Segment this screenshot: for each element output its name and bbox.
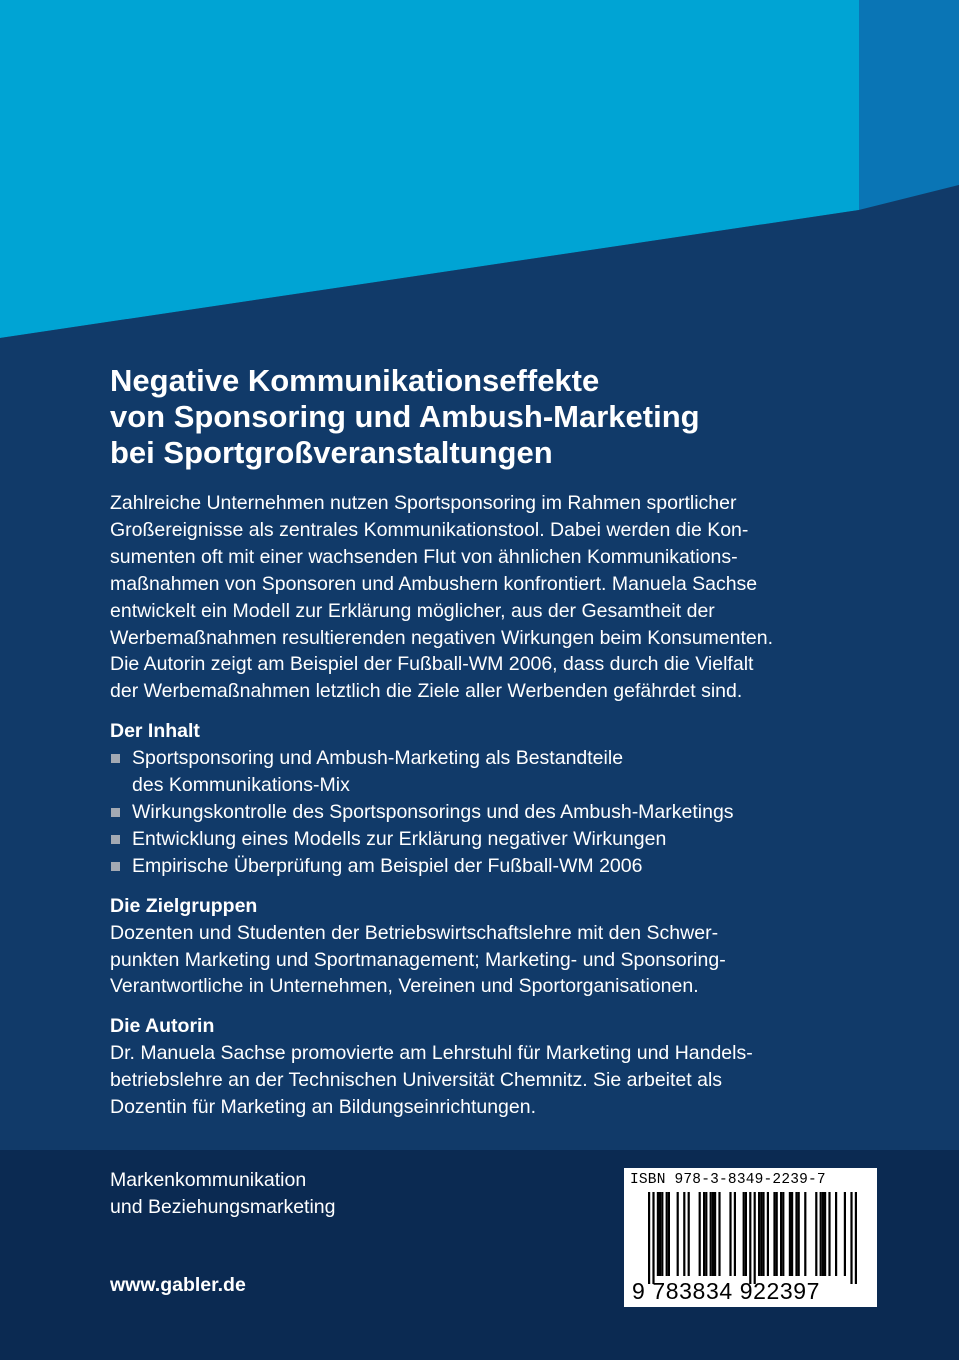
description-line: sumenten oft mit einer wachsenden Flut von ähnlichen Kommunikations-: [110, 545, 738, 568]
publisher-website[interactable]: www.gabler.de: [110, 1274, 246, 1296]
section-heading: Die Zielgruppen: [110, 894, 258, 917]
section-zielgruppen: [110, 893, 840, 1001]
description-line: Großereignisse als zentrales Kommunikationstool. Dabei werden die Kon-: [110, 518, 749, 541]
barcode-bar: [828, 1192, 830, 1276]
isbn-barcode-box: [624, 1168, 877, 1307]
barcode-bar: [705, 1192, 707, 1276]
zielgruppen-text: [110, 920, 840, 1001]
title-line: von Sponsoring und Ambush-Marketing: [110, 399, 700, 434]
barcode-bar: [789, 1192, 791, 1276]
description-line: Zahlreiche Unternehmen nutzen Sportsponsoring im Rahmen sportlicher: [110, 492, 737, 514]
barcode-bar: [652, 1192, 654, 1284]
barcode-bar: [762, 1192, 764, 1276]
text-line: Dozenten und Studenten der Betriebswirtschaftslehre mit den Schwer-: [110, 921, 719, 944]
barcode-bar: [855, 1192, 857, 1284]
bullet-item: [110, 853, 840, 880]
book-title: [110, 363, 840, 471]
barcode-bar: [822, 1192, 824, 1276]
barcode-bar: [844, 1192, 846, 1276]
barcode-bar: [648, 1192, 650, 1284]
barcode-bar: [850, 1192, 852, 1284]
bullet-text: Entwicklung eines Modells zur Erklärung negativer Wirkungen: [132, 827, 667, 850]
barcode-bar: [659, 1192, 661, 1276]
section-inhalt: [110, 718, 840, 879]
bullet-square-icon: [111, 862, 120, 871]
barcode-bar: [677, 1192, 679, 1276]
series-name: [110, 1167, 335, 1221]
barcode-bar: [688, 1192, 690, 1276]
barcode-bar: [745, 1192, 747, 1276]
bullet-item: [110, 745, 840, 799]
bullet-square-icon: [111, 835, 120, 844]
barcode-bar: [815, 1192, 817, 1276]
barcode-bar: [703, 1192, 705, 1276]
blue-corner-stripe: [859, 0, 959, 210]
barcode-bar: [661, 1192, 663, 1276]
barcode-bar: [776, 1192, 778, 1276]
section-autorin: [110, 1013, 840, 1121]
barcode-bar: [773, 1192, 775, 1276]
text-content: [110, 363, 840, 1121]
bullet-square-icon: [111, 754, 120, 763]
barcode-bar: [699, 1192, 701, 1276]
description-line: Die Autorin zeigt am Beispiel der Fußball-WM 2006, dass durch die Vielfalt: [110, 653, 754, 676]
text-line: betriebslehre an der Technischen Universität Chemnitz. Sie arbeitet als: [110, 1069, 723, 1092]
text-line: Dozentin für Marketing an Bildungseinrichtungen.: [110, 1096, 537, 1119]
barcode-bar: [804, 1192, 806, 1276]
barcode-bar: [668, 1192, 670, 1276]
bullet-text: Wirkungskontrolle des Sportsponsorings und des Ambush-Marketings: [132, 800, 734, 823]
barcode-bar: [782, 1192, 784, 1276]
barcode-bar: [798, 1192, 800, 1276]
series-line: Markenkommunikation: [110, 1169, 307, 1191]
ean-digits: 9 783834 922397: [632, 1278, 821, 1304]
title-line: bei Sportgroßveranstaltungen: [110, 435, 553, 470]
section-heading: Der Inhalt: [110, 720, 200, 743]
barcode-bar: [666, 1192, 668, 1276]
barcode-bar: [767, 1192, 769, 1276]
barcode-bar: [714, 1192, 716, 1276]
text-line: Verantwortliche in Unternehmen, Vereinen und Sportorganisationen.: [110, 975, 699, 998]
text-line: punkten Marketing und Sportmanagement; Marketing- und Sponsoring-: [110, 948, 726, 971]
barcode-bar: [760, 1192, 762, 1276]
barcode-bar: [780, 1192, 782, 1276]
barcode-bar: [683, 1192, 685, 1276]
bullet-text: des Kommunikations-Mix: [132, 774, 350, 797]
barcode-bar: [729, 1192, 731, 1276]
description-line: Werbemaßnahmen resultierenden negativen Wirkungen beim Konsumenten.: [110, 626, 774, 649]
barcode-bar: [820, 1192, 822, 1276]
barcode-bar: [657, 1192, 659, 1276]
title-line: Negative Kommunikationseffekte: [110, 363, 600, 398]
description-line: entwickelt ein Modell zur Erklärung möglicher, aus der Gesamtheit der: [110, 599, 715, 622]
barcode-bar: [712, 1192, 714, 1276]
bullet-square-icon: [111, 808, 120, 817]
description-line: der Werbemaßnahmen letztlich die Ziele aller Werbenden gefährdet sind.: [110, 680, 743, 703]
content-bullet-list: [110, 745, 840, 880]
barcode-bar: [749, 1192, 751, 1284]
series-line: und Beziehungsmarketing: [110, 1196, 336, 1218]
autorin-text: [110, 1040, 840, 1121]
barcode-bar: [795, 1192, 797, 1276]
bullet-item: [110, 826, 840, 853]
barcode-bar: [835, 1192, 837, 1276]
barcode-bar: [791, 1192, 793, 1276]
barcode-bar: [824, 1192, 826, 1276]
bullet-text: Sportsponsoring und Ambush-Marketing als Bestandteile: [132, 747, 624, 770]
text-line: Dr. Manuela Sachse promovierte am Lehrstuhl für Marketing und Handels-: [110, 1042, 753, 1065]
isbn-label: ISBN 978-3-8349-2239-7: [630, 1172, 826, 1188]
bullet-item: [110, 799, 840, 826]
description: [110, 490, 840, 705]
barcode-bar: [758, 1192, 760, 1276]
barcode-bar: [710, 1192, 712, 1276]
barcode-bar: [718, 1192, 720, 1276]
barcode-bar: [754, 1192, 756, 1284]
barcode-bar: [734, 1192, 736, 1276]
bullet-text: Empirische Überprüfung am Beispiel der Fußball-WM 2006: [132, 854, 643, 877]
description-line: maßnahmen von Sponsoren und Ambushern konfrontiert. Manuela Sachse: [110, 572, 758, 595]
barcode-bar: [743, 1192, 745, 1276]
section-heading: Die Autorin: [110, 1015, 215, 1038]
